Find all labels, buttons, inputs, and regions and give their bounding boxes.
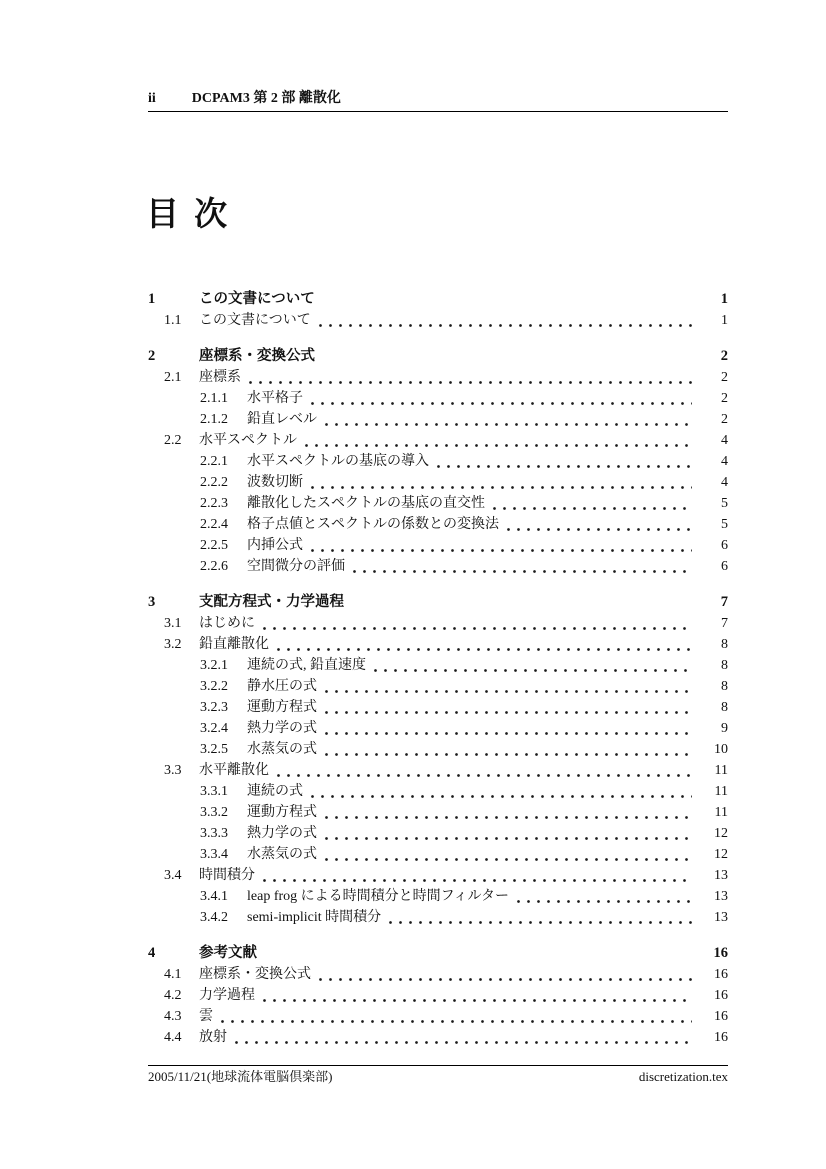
toc-chapter <box>148 592 728 928</box>
entry-title: 静水圧の式 <box>247 679 317 694</box>
dot-leader <box>311 549 692 552</box>
entry-page-number: 10 <box>714 742 728 757</box>
entry-page-number: 16 <box>714 988 728 1003</box>
entry-title: 雲 <box>199 1009 213 1024</box>
toc-entry-row[interactable] <box>148 409 728 430</box>
dot-leader <box>319 978 692 981</box>
entry-title: 運動方程式 <box>247 805 317 820</box>
entry-page-number: 7 <box>721 616 728 631</box>
entry-title: はじめに <box>199 616 255 631</box>
toc-entry-row[interactable] <box>148 697 728 718</box>
entry-title: 水蒸気の式 <box>247 847 317 862</box>
entry-page-number: 8 <box>721 658 728 673</box>
chapter-number: 1 <box>148 291 156 307</box>
entry-title: 鉛直レベル <box>247 412 317 427</box>
page-footer <box>148 1069 728 1085</box>
entry-page-number: 2 <box>721 370 728 385</box>
toc-entry-row[interactable] <box>148 823 728 844</box>
dot-leader <box>263 879 692 882</box>
dot-leader <box>265 957 692 960</box>
entry-number: 3.1 <box>164 616 182 631</box>
toc-entry-row[interactable] <box>148 430 728 451</box>
toc-chapter <box>148 289 728 331</box>
footer-filename: discretization.tex <box>638 1069 728 1084</box>
toc-entry-row[interactable] <box>148 367 728 388</box>
header-page-number: ii <box>148 91 156 106</box>
toc-entry-row[interactable] <box>148 865 728 886</box>
toc-entry-row[interactable] <box>148 844 728 865</box>
toc-title: 目 次 <box>146 195 231 232</box>
chapter-title: 支配方程式・力学過程 <box>199 594 344 610</box>
header-rule <box>148 111 728 112</box>
entry-page-number: 9 <box>721 721 728 736</box>
footer-date: 2005/11/21(地球流体電脳倶楽部) <box>148 1069 333 1084</box>
entry-number: 2.2.6 <box>200 559 228 574</box>
entry-number: 1.1 <box>164 313 182 328</box>
entry-page-number: 8 <box>721 637 728 652</box>
entry-number: 3.4.1 <box>200 889 228 904</box>
entry-page-number: 11 <box>714 784 728 799</box>
chapter-title: 座標系・変換公式 <box>199 348 315 364</box>
dot-leader <box>352 606 692 609</box>
entry-number: 3.4.2 <box>200 910 228 925</box>
dot-leader <box>325 690 692 693</box>
toc-entry-row[interactable] <box>148 535 728 556</box>
entry-title: 力学過程 <box>199 988 255 1003</box>
toc-entry-row[interactable] <box>148 760 728 781</box>
dot-leader <box>325 732 692 735</box>
entry-number: 2.2.1 <box>200 454 228 469</box>
entry-number: 4.4 <box>164 1030 182 1045</box>
dot-leader <box>235 1041 692 1044</box>
toc-entry-row[interactable] <box>148 718 728 739</box>
entry-page-number: 16 <box>714 967 728 982</box>
entry-title: 座標系・変換公式 <box>199 967 311 982</box>
entry-page-number: 12 <box>714 847 728 862</box>
entry-number: 2.1 <box>164 370 182 385</box>
dot-leader <box>311 795 692 798</box>
chapter-page-number: 7 <box>720 594 728 610</box>
entry-page-number: 4 <box>721 433 728 448</box>
entry-page-number: 6 <box>721 559 728 574</box>
dot-leader <box>323 360 692 363</box>
toc-entry-row[interactable] <box>148 613 728 634</box>
dot-leader <box>507 528 692 531</box>
entry-page-number: 11 <box>714 763 728 778</box>
toc-entry-row[interactable] <box>148 556 728 577</box>
dot-leader <box>325 858 692 861</box>
entry-title: 離散化したスペクトルの基底の直交性 <box>247 496 485 511</box>
page-header <box>148 91 728 107</box>
dot-leader <box>249 381 692 384</box>
dot-leader <box>277 648 692 651</box>
dot-leader <box>323 303 692 306</box>
toc-entry-row[interactable] <box>148 985 728 1006</box>
entry-page-number: 16 <box>714 1009 728 1024</box>
dot-leader <box>517 900 692 903</box>
toc-chapter <box>148 346 728 577</box>
entry-number: 3.3 <box>164 763 182 778</box>
dot-leader <box>221 1020 692 1023</box>
entry-number: 3.3.4 <box>200 847 228 862</box>
entry-number: 4.3 <box>164 1009 182 1024</box>
entry-number: 3.3.2 <box>200 805 228 820</box>
entry-number: 3.3.3 <box>200 826 228 841</box>
toc-entry-row[interactable] <box>148 388 728 409</box>
dot-leader <box>325 837 692 840</box>
toc-chapter-row[interactable] <box>148 592 728 613</box>
entry-page-number: 8 <box>721 700 728 715</box>
entry-title: 水蒸気の式 <box>247 742 317 757</box>
entry-title: 運動方程式 <box>247 700 317 715</box>
dot-leader <box>325 753 692 756</box>
entry-title: 水平離散化 <box>199 763 269 778</box>
dot-leader <box>437 465 692 468</box>
dot-leader <box>353 570 692 573</box>
entry-number: 3.2.2 <box>200 679 228 694</box>
entry-number: 3.2 <box>164 637 182 652</box>
dot-leader <box>311 402 692 405</box>
entry-page-number: 8 <box>721 679 728 694</box>
toc-entry-row[interactable] <box>148 1006 728 1027</box>
toc-chapter-row[interactable] <box>148 943 728 964</box>
entry-page-number: 11 <box>714 805 728 820</box>
dot-leader <box>389 921 692 924</box>
entry-title: 波数切断 <box>247 475 303 490</box>
toc-chapter <box>148 943 728 1048</box>
entry-page-number: 13 <box>714 910 728 925</box>
toc-chapter-row[interactable] <box>148 289 728 310</box>
dot-leader <box>311 486 692 489</box>
entry-title: 内挿公式 <box>247 538 303 553</box>
chapter-title: この文書について <box>199 291 315 307</box>
entry-page-number: 16 <box>714 1030 728 1045</box>
entry-title: 連続の式, 鉛直速度 <box>247 658 366 673</box>
toc-entry-row[interactable] <box>148 514 728 535</box>
entry-title: この文書について <box>199 313 311 328</box>
entry-number: 2.2.3 <box>200 496 228 511</box>
entry-title: 鉛直離散化 <box>199 637 269 652</box>
toc-entry-row[interactable] <box>148 472 728 493</box>
toc-entry-row[interactable] <box>148 907 728 928</box>
toc-entry-row[interactable] <box>148 634 728 655</box>
entry-title: leap frog による時間積分と時間フィルター <box>247 889 509 904</box>
header-running-title: DCPAM3 第 2 部 離散化 <box>191 91 341 106</box>
entry-number: 3.2.3 <box>200 700 228 715</box>
toc-entry-row[interactable] <box>148 451 728 472</box>
entry-page-number: 2 <box>721 391 728 406</box>
entry-title: 空間微分の評価 <box>247 559 345 574</box>
chapter-number: 2 <box>148 348 156 364</box>
entry-title: 格子点値とスペクトルの係数との変換法 <box>247 517 499 532</box>
entry-number: 3.2.1 <box>200 658 228 673</box>
entry-number: 4.2 <box>164 988 182 1003</box>
entry-number: 4.1 <box>164 967 182 982</box>
entry-page-number: 4 <box>721 454 728 469</box>
chapter-number: 3 <box>148 594 156 610</box>
dot-leader <box>374 669 692 672</box>
dot-leader <box>325 423 692 426</box>
entry-page-number: 13 <box>714 868 728 883</box>
dot-leader <box>325 711 692 714</box>
entry-number: 2.2.2 <box>200 475 228 490</box>
entry-number: 2.2.5 <box>200 538 228 553</box>
toc-chapter-row[interactable] <box>148 346 728 367</box>
entry-title: semi-implicit 時間積分 <box>247 910 382 925</box>
dot-leader <box>263 627 692 630</box>
entry-title: 連続の式 <box>247 784 303 799</box>
dot-leader <box>263 999 692 1002</box>
entry-page-number: 2 <box>721 412 728 427</box>
toc-entry-row[interactable] <box>148 310 728 331</box>
entry-title: 水平スペクトルの基底の導入 <box>247 454 429 469</box>
entry-number: 2.1.2 <box>200 412 228 427</box>
chapter-title: 参考文献 <box>199 945 257 961</box>
entry-page-number: 1 <box>721 313 728 328</box>
entry-page-number: 5 <box>721 496 728 511</box>
entry-number: 3.2.5 <box>200 742 228 757</box>
chapter-page-number: 2 <box>720 348 728 364</box>
entry-page-number: 13 <box>714 889 728 904</box>
dot-leader <box>325 816 692 819</box>
dot-leader <box>277 774 692 777</box>
entry-number: 2.2 <box>164 433 182 448</box>
toc-entry-row[interactable] <box>148 1027 728 1048</box>
entry-page-number: 12 <box>714 826 728 841</box>
chapter-page-number: 1 <box>720 291 728 307</box>
toc-entry-row[interactable] <box>148 964 728 985</box>
entry-title: 座標系 <box>199 370 241 385</box>
entry-number: 3.3.1 <box>200 784 228 799</box>
entry-number: 2.1.1 <box>200 391 228 406</box>
entry-page-number: 5 <box>721 517 728 532</box>
footer-rule <box>148 1065 728 1066</box>
chapter-page-number: 16 <box>713 945 728 961</box>
dot-leader <box>319 324 692 327</box>
entry-number: 3.4 <box>164 868 182 883</box>
dot-leader <box>305 444 692 447</box>
entry-title: 放射 <box>199 1030 227 1045</box>
entry-title: 熱力学の式 <box>247 826 317 841</box>
toc-entry-row[interactable] <box>148 802 728 823</box>
entry-title: 水平スペクトル <box>199 433 297 448</box>
entry-title: 熱力学の式 <box>247 721 317 736</box>
entry-page-number: 6 <box>721 538 728 553</box>
entry-number: 3.2.4 <box>200 721 228 736</box>
table-of-contents <box>148 274 728 1048</box>
toc-entry-row[interactable] <box>148 493 728 514</box>
entry-number: 2.2.4 <box>200 517 228 532</box>
toc-entry-row[interactable] <box>148 886 728 907</box>
toc-entry-row[interactable] <box>148 781 728 802</box>
entry-title: 時間積分 <box>199 868 255 883</box>
dot-leader <box>493 507 692 510</box>
chapter-number: 4 <box>148 945 156 961</box>
toc-entry-row[interactable] <box>148 655 728 676</box>
toc-entry-row[interactable] <box>148 676 728 697</box>
entry-page-number: 4 <box>721 475 728 490</box>
toc-entry-row[interactable] <box>148 739 728 760</box>
entry-title: 水平格子 <box>247 391 303 406</box>
